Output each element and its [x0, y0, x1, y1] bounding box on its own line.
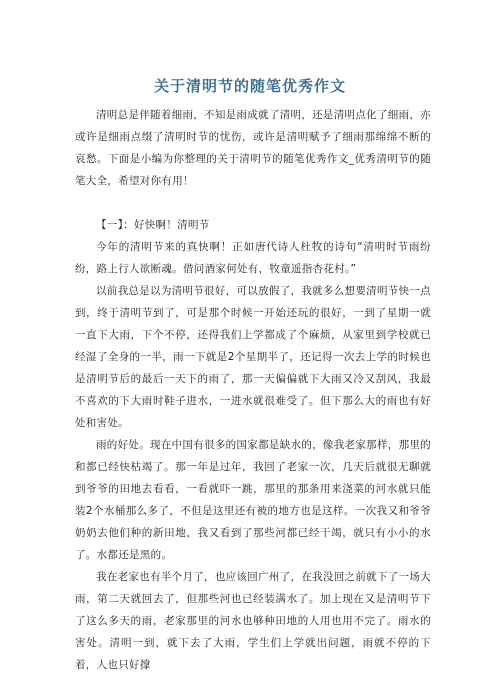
- body-paragraph: 我在老家也有半个月了，也应该回广州了，在我没回之前就下了一场大雨，第二天就回去了，但那些河也已经装满水了。加上现在又是清明节下了这么多天的雨，老家那里的河水也够种田地的人用也用不完了。雨水的害处。清明一到，就下去了大雨，学生们上学就出问题，雨就不停的下着，人也只好撑: [75, 571, 431, 671]
- body-paragraph: 雨的好处。现在中国有很多的国家都是缺水的，像我老家那样，那里的和都已经快枯竭了。那一年是过年，我回了老家一次，几天后就很无聊就到爷爷的田地去看看，一看就吓一跳，那里的那条用来浇菜的河水就只能装2个水桶那么多了，不但是这里还有被的地方也是这样。一次我又和爷爷奶奶去他们种的新田地，我又看到了那些河都已经干竭，就只有小小的水了。水都还是黑的。: [75, 439, 431, 561]
- paragraph-spacer: [75, 192, 431, 214]
- section-heading-marker: 【一】: [96, 219, 124, 231]
- article-title: 关于清明节的随笔优秀作文: [153, 77, 346, 95]
- intro-paragraph: 清明总是伴随着细雨，不知是雨成就了清明，还是清明点化了细雨，亦或许是细雨点缀了清明时节的忧伤，或许是清明赋予了细雨那绵绵不断的哀愁。下面是小编为你整理的关于清明节的随笔优秀作文_优秀清明节的随笔大全，希望对你有用！: [75, 109, 431, 187]
- section-heading-text: ：好快啊！清明节: [123, 219, 210, 231]
- body-paragraph: 以前我总是以为清明节很好，可以放假了，我就多么想要清明节快一点到，终于清明节到了，可是那个时候一开始还玩的很好，一到了星期一就一直下大雨，下个不停，还得我们上学都成了个麻烦，从家里到学校就已经湿了全身的一半，雨一下就是2个星期半了，还记得一次去上学的时候也是清明节后的最后一天下的雨了，那一天偏偏就下大雨又冷又刮风，我最不喜欢的下大雨时鞋子进水，一进水就很难受了。但下那么大的雨也有好处和害处。: [75, 285, 431, 429]
- article-body: [75, 104, 431, 676]
- body-paragraph: 今年的清明节来的真快啊！正如唐代诗人杜牧的诗句“清明时节雨纷纷，路上行人欲断魂。借问酒家何处有，牧童遥指杏花村。”: [75, 241, 431, 275]
- section-heading: [75, 214, 431, 236]
